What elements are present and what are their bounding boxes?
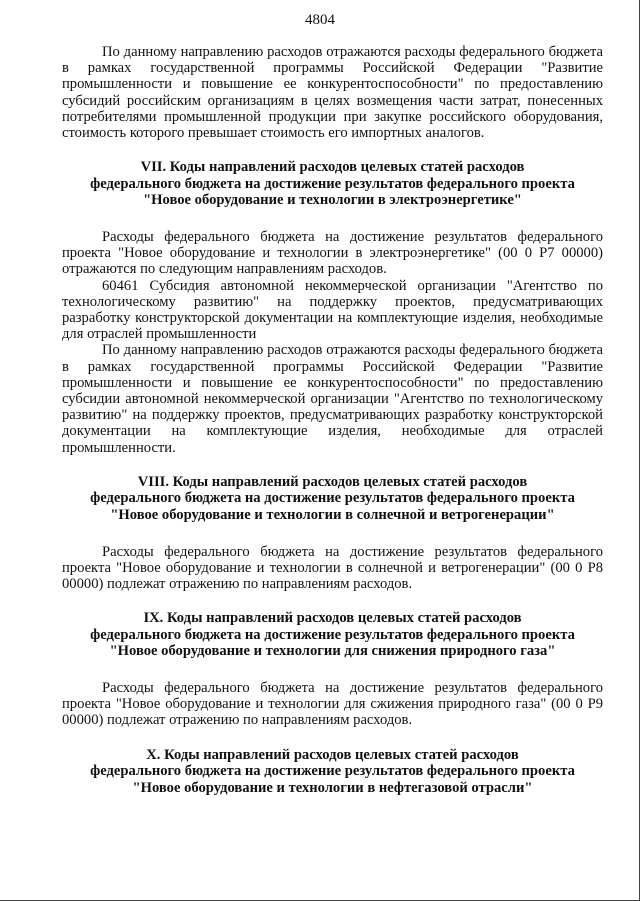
page-number: 4804	[305, 12, 335, 28]
paragraph: Расходы федерального бюджета на достижение результатов федерального проекта "Новое оборудование и технологии в электроэнергетике" (00 0 P7 00000) отражаются по следующим направлениям расходов.	[62, 229, 603, 278]
section-heading	[62, 159, 603, 209]
section-heading-line: VII. Коды направлений расходов целевых статей расходов	[140, 159, 525, 176]
paragraph: Расходы федерального бюджета на достижение результатов федерального проекта "Новое оборудование и технологии в солнечной и ветрогенерации" (00 0 P8 00000) подлежат отражению по направлениям расходов.	[62, 543, 603, 593]
paragraph: По данному направлению расходов отражаются расходы федерального бюджета в рамках государственной программы Российской Федерации "Развитие промышленности и повышение ее конкурентоспособности" по предоставлению субсидии автономной некоммерческой организации "Агентство по технологическому развитию" на поддержку проектов, предусматривающих разработку конструкторской документации на комплектующие изделия, необходимые для отраслей промышленности.	[62, 342, 603, 456]
section-heading-line: федерального бюджета на достижение результатов федерального проекта	[90, 763, 575, 780]
section-heading-line: "Новое оборудование и технологии в нефтегазовой отрасли"	[132, 779, 533, 796]
section-heading-line: IX. Коды направлений расходов целевых статей расходов	[143, 610, 522, 627]
section-heading	[62, 747, 603, 797]
section-heading-line: федерального бюджета на достижение результатов федерального проекта	[90, 490, 575, 507]
paragraph: По данному направлению расходов отражаются расходы федерального бюджета в рамках государственной программы Российской Федерации "Развитие промышленности и повышение ее конкурентоспособности" по предоставлению субсидий российским организациям в целях возмещения части затрат, понесенных потребителями промышленной продукции при закупке российского оборудования, стоимость которого превышает стоимость его импортных аналогов.	[62, 44, 603, 142]
paragraph: Расходы федерального бюджета на достижение результатов федерального проекта "Новое оборудование и технологии для сжижения природного газа" (00 0 P9 00000) подлежат отражению по направлениям расходов.	[62, 680, 603, 729]
section-heading-line: "Новое оборудование и технологии в электроэнергетике"	[143, 192, 522, 209]
section-heading-line: "Новое оборудование и технологии в солнечной и ветрогенерации"	[110, 507, 555, 524]
section-heading-line: федерального бюджета на достижение результатов федерального проекта	[90, 626, 575, 643]
section-heading	[62, 474, 603, 524]
document-body	[62, 44, 603, 796]
section-heading	[62, 610, 603, 660]
section-heading-line: "Новое оборудование и технологии для снижения природного газа"	[109, 643, 556, 660]
section-heading-line: X. Коды направлений расходов целевых статей расходов	[146, 746, 519, 763]
paragraph: 60461 Субсидия автономной некоммерческой организации "Агентство по технологическому развитию" на поддержку проектов, предусматривающих разработку конструкторской документации на комплектующие изделия, необходимые для отраслей промышленности	[62, 277, 603, 343]
section-heading-line: федерального бюджета на достижение результатов федерального проекта	[90, 175, 575, 192]
section-heading-line: VIII. Коды направлений расходов целевых статей расходов	[137, 473, 528, 490]
